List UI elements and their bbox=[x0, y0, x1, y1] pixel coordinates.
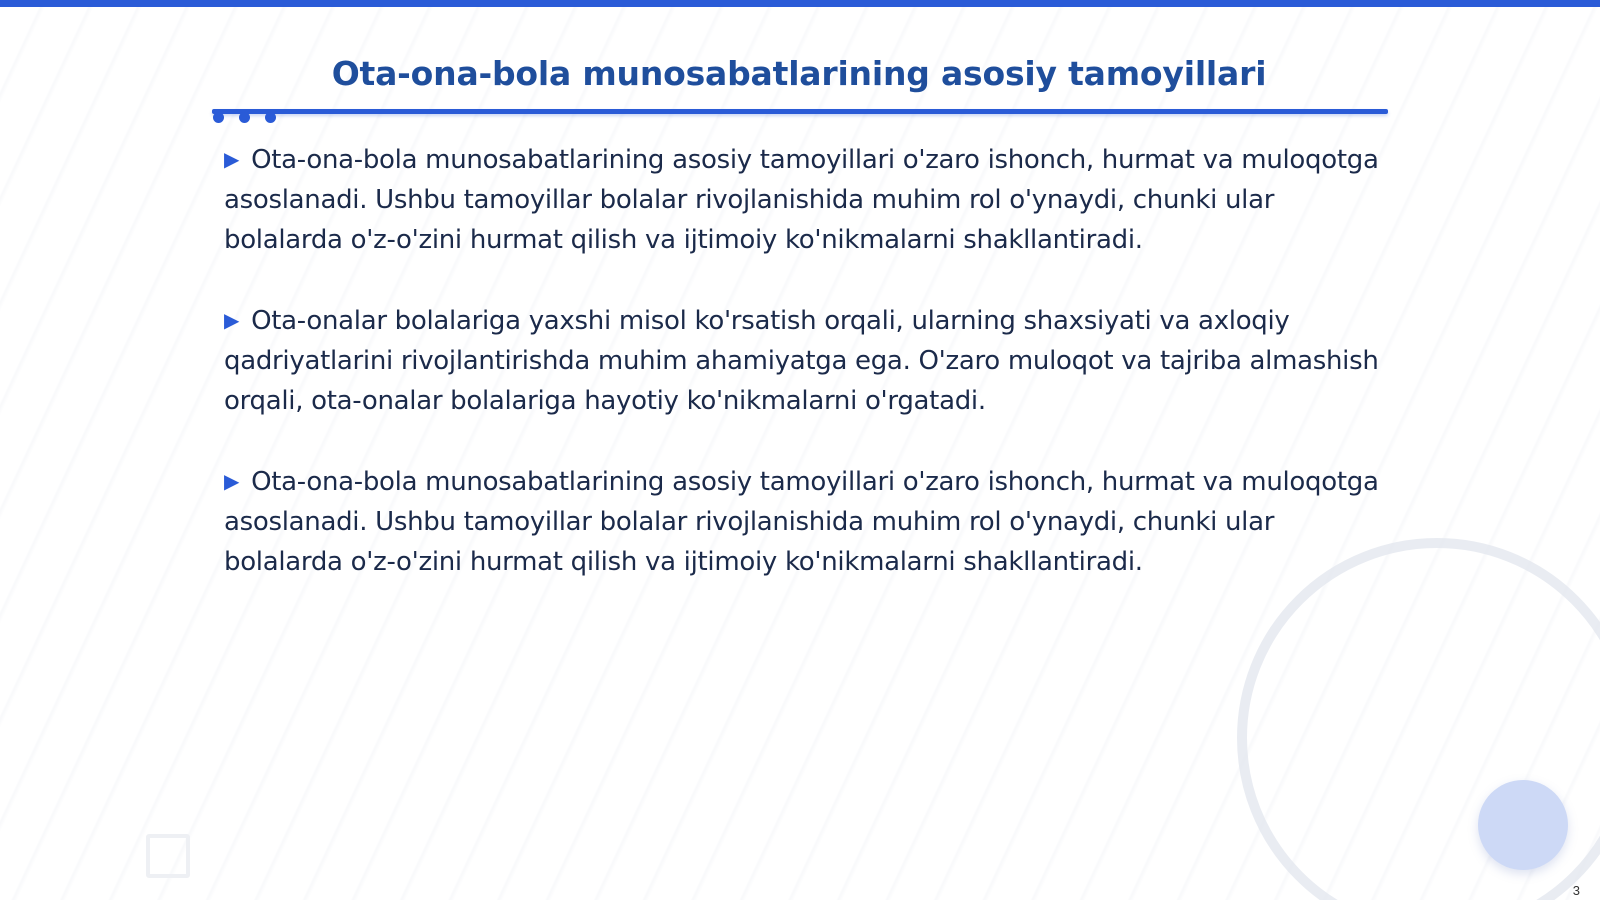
play-arrow-icon: ▶ bbox=[224, 147, 240, 171]
bullet-text: Ota-onalar bolalariga yaxshi misol ko'rsatish orqali, ularning shaxsiyati va axloqiy qadriyatlarini rivojlantirishda muhim ahamiyatga ega. O'zaro muloqot va tajriba almashish orqali, ota-onalar bolalariga hayotiy ko'nikmalarni o'rgatadi. bbox=[224, 306, 1379, 416]
slide-title: Ota-ona-bola munosabatlarining asosiy tamoyillari bbox=[331, 54, 1267, 93]
bullet-text: Ota-ona-bola munosabatlarining asosiy tamoyillari o'zaro ishonch, hurmat va muloqotga asoslanadi. Ushbu tamoyillar bolalar rivojlanishida muhim rol o'ynaydi, chunki ular bolalarda o'z-o'zini hurmat qilish va ijtimoiy ko'nikmalarni shakllantiradi. bbox=[224, 467, 1379, 577]
title-underline bbox=[212, 109, 1388, 114]
top-accent-bar bbox=[0, 0, 1600, 7]
decor-square bbox=[146, 834, 190, 878]
bullet-text: Ota-ona-bola munosabatlarining asosiy tamoyillari o'zaro ishonch, hurmat va muloqotga asoslanadi. Ushbu tamoyillar bolalar rivojlanishida muhim rol o'ynaydi, chunki ular bolalarda o'z-o'zini hurmat qilish va ijtimoiy ko'nikmalarni shakllantiradi. bbox=[224, 145, 1379, 255]
page-number: 3 bbox=[1572, 883, 1580, 898]
decor-dot bbox=[265, 112, 276, 123]
decor-circle bbox=[1478, 780, 1568, 870]
play-arrow-icon: ▶ bbox=[224, 308, 240, 332]
decor-dot bbox=[239, 112, 250, 123]
decor-dot bbox=[213, 112, 224, 123]
bullet-item bbox=[224, 300, 1394, 421]
play-arrow-icon: ▶ bbox=[224, 469, 240, 493]
bullet-list bbox=[224, 139, 1394, 622]
bullet-item bbox=[224, 139, 1394, 260]
bullet-item bbox=[224, 461, 1394, 582]
